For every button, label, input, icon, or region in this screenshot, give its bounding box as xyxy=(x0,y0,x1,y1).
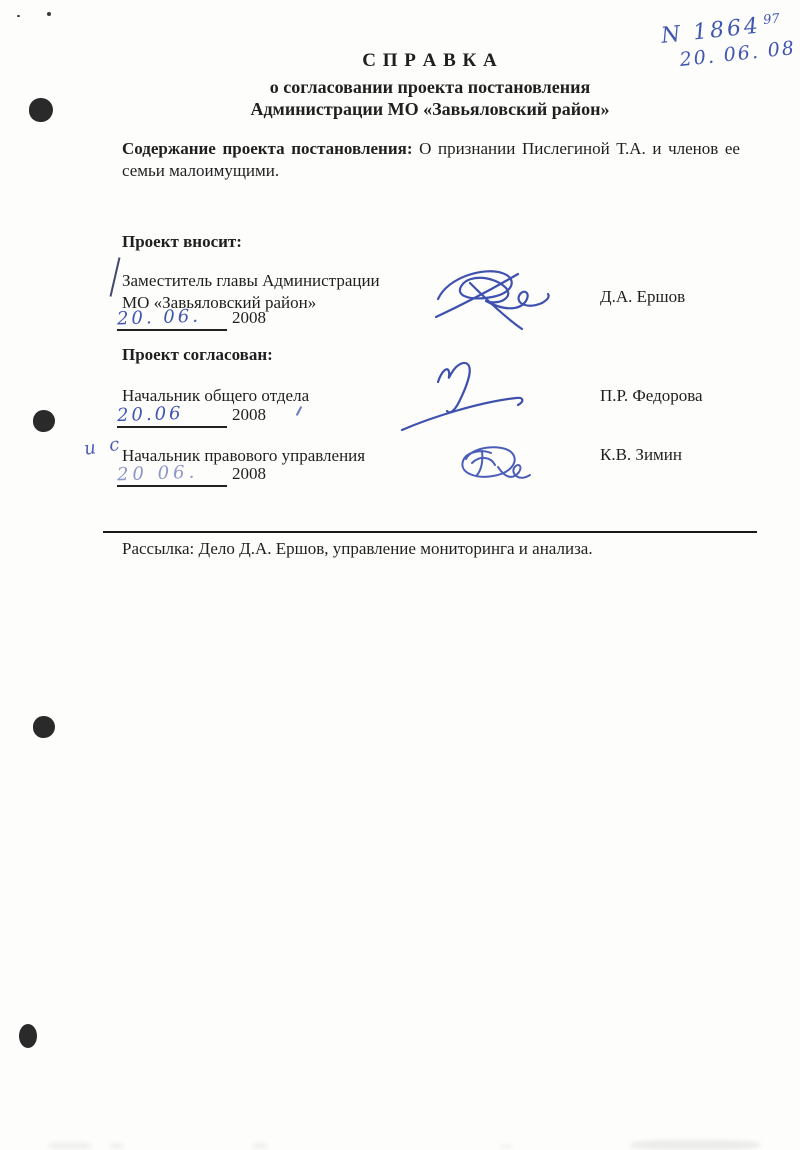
scan-smudge xyxy=(500,1144,512,1149)
resolution-summary xyxy=(122,138,740,182)
pen-tick-mark xyxy=(296,406,302,416)
document-title: С П Р А В К А xyxy=(362,50,498,71)
footer-divider-line xyxy=(103,531,757,533)
scan-smudge xyxy=(252,1143,268,1149)
printed-year: 2008 xyxy=(232,405,266,424)
registration-date: 20. 06. 08 xyxy=(678,36,797,72)
printed-year: 2008 xyxy=(232,464,266,483)
pen-slash-mark xyxy=(110,257,121,296)
hole-punch xyxy=(33,410,55,432)
scan-smudge xyxy=(630,1140,760,1150)
signer-name: Д.А. Ершов xyxy=(600,287,686,306)
document-subtitle-1: о согласовании проекта постановления xyxy=(269,77,591,97)
handwritten-date: 20.06 xyxy=(117,404,227,428)
signature-ershov xyxy=(428,263,578,335)
scan-smudge xyxy=(48,1142,92,1150)
summary-label: Содержание проекта постановления: xyxy=(122,139,413,158)
signature-fedorova xyxy=(398,358,543,436)
registration-number-superscript: 97 xyxy=(762,11,781,29)
approved-section-heading: Проект согласован: xyxy=(122,345,273,364)
title-block xyxy=(122,50,738,120)
signature-date-line xyxy=(117,463,266,487)
handwritten-date: 20. 06. xyxy=(117,307,227,331)
hole-punch xyxy=(33,716,55,738)
scan-speck xyxy=(17,15,20,17)
document-subtitle-2: Администрации МО «Завьяловский район» xyxy=(250,99,610,119)
signer-role-line: Заместитель главы Администрации xyxy=(122,271,380,290)
signer-name: К.В. Зимин xyxy=(600,445,682,464)
registration-number: N 1864 xyxy=(659,13,763,49)
hole-punch xyxy=(19,1024,37,1048)
signer-role-line: Начальник правового управления xyxy=(122,446,366,465)
printed-year: 2008 xyxy=(232,308,266,327)
handwritten-margin-note: и с xyxy=(82,433,125,460)
distribution-line: Рассылка: Дело Д.А. Ершов, управление мониторинга и анализа. xyxy=(122,539,593,558)
summary-text: О признании Пислегиной Т.А. и членов ее семьи малоимущими. xyxy=(122,139,740,180)
signer-role-line: МО «Завьяловский район» xyxy=(122,293,317,312)
signature-date-line xyxy=(117,307,266,331)
scan-smudge xyxy=(110,1143,124,1149)
hole-punch xyxy=(29,98,53,122)
submit-section-heading: Проект вносит: xyxy=(122,232,242,251)
signer-role-line: Начальник общего отдела xyxy=(122,386,310,405)
signature-zimin xyxy=(436,442,536,494)
handwritten-date: 20 06. xyxy=(117,463,227,487)
signer-name: П.Р. Федорова xyxy=(600,386,703,405)
signature-date-line xyxy=(117,404,266,428)
scan-speck xyxy=(47,12,51,16)
